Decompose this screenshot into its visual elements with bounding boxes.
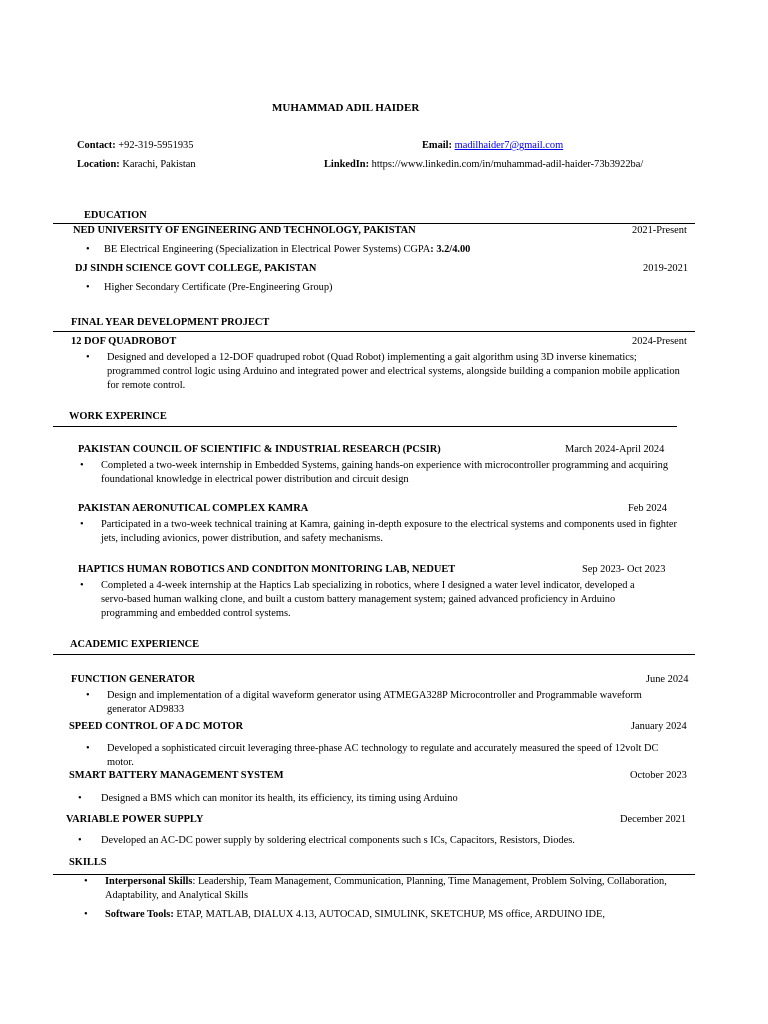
academic-divider [53,654,695,655]
project-heading: FINAL YEAR DEVELOPMENT PROJECT [71,317,270,328]
work-date: March 2024-April 2024 [565,444,665,455]
bullet-dot: • [84,909,88,920]
skills-heading: SKILLS [69,857,107,868]
email-line [422,139,563,153]
work-date: Feb 2024 [628,503,667,514]
skill-text: : Leadership, Team Management, Communication, Planning, Time Management, Problem Solving, Collaboration, Adaptability, and Analytical Skills [105,876,667,901]
linkedin-label: LinkedIn: [324,159,370,170]
degree-text: BE Electrical Engineering (Specialization in Electrical Power Systems) CGPA [104,244,431,255]
academic-heading: ACADEMIC EXPERIENCE [70,639,200,650]
bullet-dot: • [78,835,82,846]
education-bullet [104,243,470,257]
work-bullet: Participated in a two-week technical training at Kamra, gaining in-depth exposure to the electrical systems and components used in fighter jets, including avionics, power distribution, and safety mechanisms. [101,519,677,544]
contact-label: Contact: [77,140,116,151]
education-institution: DJ SINDH SCIENCE GOVT COLLEGE, PAKISTAN [75,263,317,274]
candidate-name: MUHAMMAD ADIL HAIDER [272,102,420,114]
project-title: 12 DOF QUADROBOT [71,336,177,347]
education-date: 2019-2021 [643,263,689,274]
academic-date: December 2021 [620,814,687,825]
work-date: Sep 2023- Oct 2023 [582,564,666,575]
education-institution: NED UNIVERSITY OF ENGINEERING AND TECHNOLOGY, PAKISTAN [73,225,416,236]
academic-title: VARIABLE POWER SUPPLY [66,814,204,825]
skill-label: Interpersonal Skills [105,876,193,887]
skill-item [105,875,670,903]
academic-date: January 2024 [631,721,687,732]
work-heading: WORK EXPERINCE [69,411,167,422]
project-divider [53,331,695,332]
location-value: Karachi, Pakistan [122,159,196,170]
contact-line [77,139,193,153]
skill-text: ETAP, MATLAB, DIALUX 4.13, AUTOCAD, SIMULINK, SKETCHUP, MS office, ARDUINO IDE, [173,909,605,920]
location-line [77,158,196,172]
project-date: 2024-Present [632,336,687,347]
education-date: 2021-Present [632,225,687,236]
academic-bullet: Developed an AC-DC power supply by soldering electrical components such s ICs, Capacitors, Resistors, Diodes. [101,835,575,846]
linkedin-url[interactable]: https://www.linkedin.com/in/muhammad-adil-haider-73b3922ba/ [371,159,644,170]
linkedin-line [324,158,643,172]
bullet-dot: • [80,519,84,530]
bullet-dot: • [86,743,90,754]
email-link[interactable]: madilhaider7@gmail.com [454,140,564,151]
bullet-dot: • [86,352,90,363]
academic-title: FUNCTION GENERATOR [71,674,196,685]
work-divider [53,426,677,427]
academic-title: SPEED CONTROL OF A DC MOTOR [69,721,244,732]
email-label: Email: [422,140,453,151]
work-org: HAPTICS HUMAN ROBOTICS AND CONDITON MONITORING LAB, NEDUET [78,564,456,575]
location-label: Location: [77,159,120,170]
bullet-dot: • [78,793,82,804]
project-bullet: Designed and developed a 12-DOF quadruped robot (Quad Robot) implementing a gait algorithm using 3D inverse kinematics; programmed control logic using Arduino and integrated power and electrical systems, alongside building a companion mobile application for remote control. [107,352,680,391]
bullet-dot: • [86,244,90,255]
skill-label: Software Tools: [105,909,174,920]
cgpa-value: : 3.2/4.00 [430,244,471,255]
academic-bullet: Designed a BMS which can monitor its health, its efficiency, its timing using Arduino [101,793,458,804]
bullet-dot: • [80,460,84,471]
academic-title: SMART BATTERY MANAGEMENT SYSTEM [69,770,284,781]
bullet-dot: • [86,282,90,293]
education-bullet: Higher Secondary Certificate (Pre-Engineering Group) [104,282,333,293]
academic-bullet: Developed a sophisticated circuit leveraging three-phase AC technology to regulate and accurately measured the speed of 12volt DC motor. [107,743,659,768]
bullet-dot: • [84,876,88,887]
bullet-dot: • [80,580,84,591]
academic-date: October 2023 [630,770,687,781]
academic-date: June 2024 [646,674,689,685]
work-bullet: Completed a 4-week internship at the Haptics Lab specializing in robotics, where I designed a water level indicator, developed a servo-based human walking clone, and built a custom battery management system; gained advanced proficiency in Arduino programming and embedded control systems. [101,580,635,619]
work-org: PAKISTAN COUNCIL OF SCIENTIFIC & INDUSTRIAL RESEARCH (PCSIR) [78,444,441,455]
work-bullet: Completed a two-week internship in Embedded Systems, gaining hands-on experience with microcontroller programming and acquiring foundational knowledge in electrical power distribution and circuit design [101,460,669,485]
academic-bullet: Design and implementation of a digital waveform generator using ATMEGA328P Microcontroller and Programmable waveform generator AD9833 [107,690,642,715]
work-org: PAKISTAN AERONUTICAL COMPLEX KAMRA [78,503,309,514]
skill-item [105,908,605,922]
phone-number: +92-319-5951935 [118,140,194,151]
education-heading: EDUCATION [84,210,147,221]
bullet-dot: • [86,690,90,701]
